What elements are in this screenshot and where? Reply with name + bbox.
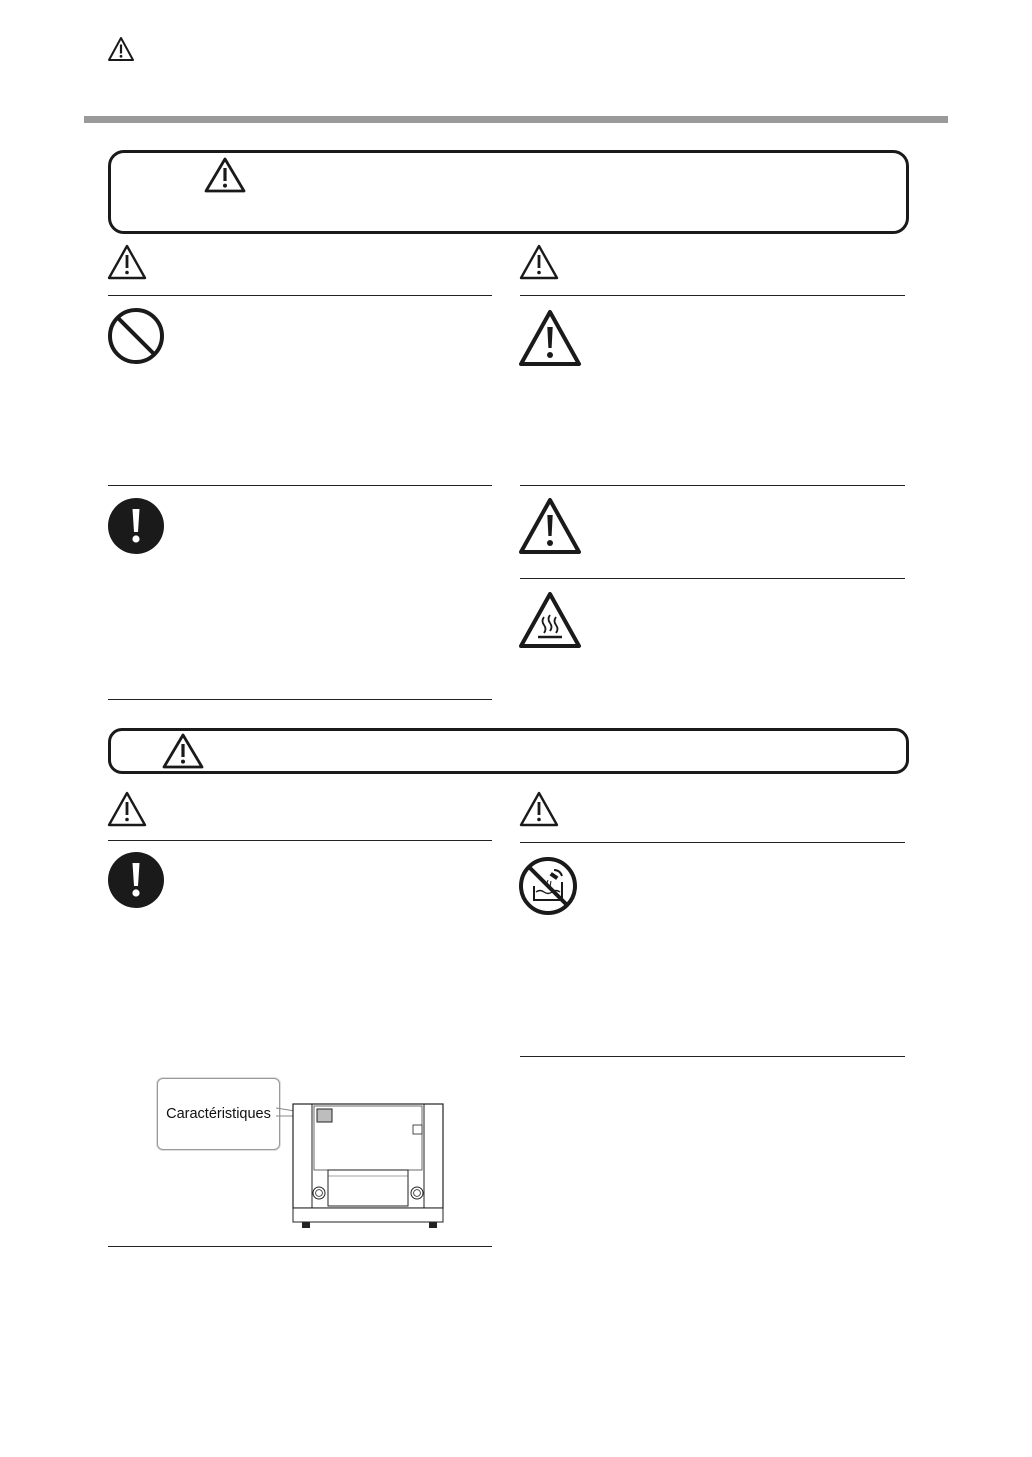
divider [520, 1056, 905, 1057]
divider [108, 295, 492, 296]
banner-warning-icon [162, 733, 204, 769]
divider [520, 485, 905, 486]
section-1-banner [108, 150, 909, 234]
divider [520, 578, 905, 579]
callout-label: Caractéristiques [166, 1106, 271, 1122]
top-rule [84, 116, 948, 123]
column-header-warning-icon [519, 791, 559, 827]
banner-warning-icon [204, 157, 246, 193]
mandatory-action-icon [107, 851, 165, 909]
divider [108, 1246, 492, 1247]
column-header-warning-icon [107, 791, 147, 827]
header-warning-icon [107, 36, 135, 62]
prohibition-icon [107, 307, 165, 365]
divider [108, 485, 492, 486]
hot-surface-warning-icon [518, 591, 582, 649]
divider [520, 842, 905, 843]
specifications-callout [157, 1078, 280, 1150]
column-header-warning-icon [107, 244, 147, 280]
divider [108, 840, 492, 841]
divider [520, 295, 905, 296]
machine-rear-view-icon [292, 1103, 444, 1231]
divider [108, 699, 492, 700]
general-warning-icon [518, 497, 582, 555]
general-warning-icon [518, 309, 582, 367]
column-header-warning-icon [519, 244, 559, 280]
mandatory-action-icon [107, 497, 165, 555]
section-2-banner [108, 728, 909, 774]
no-water-icon [518, 856, 578, 916]
